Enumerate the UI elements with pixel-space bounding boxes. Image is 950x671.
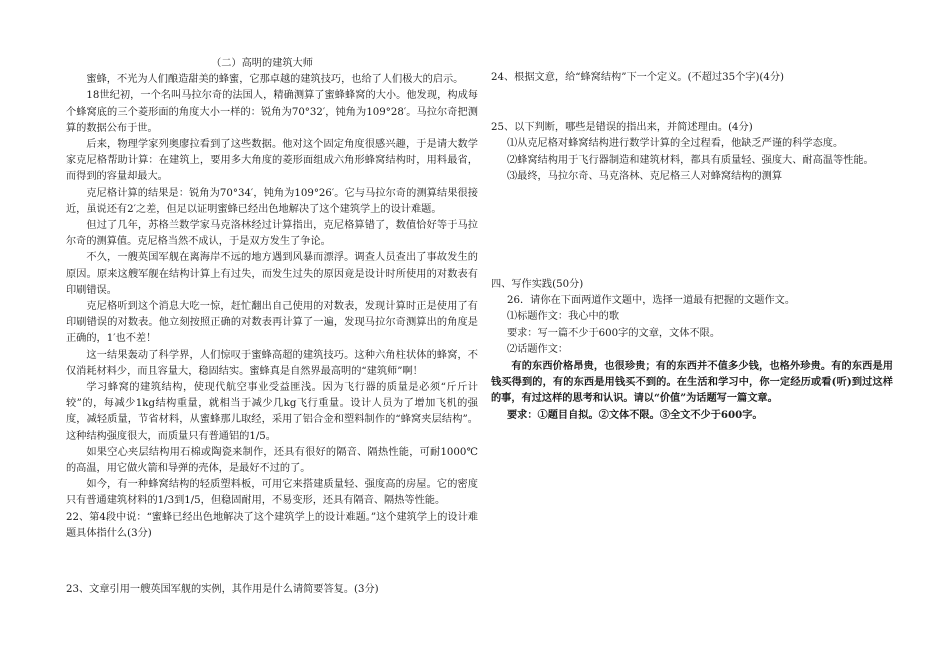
left-column — [66, 56, 478, 598]
question-25: 25、以下判断，哪些是错误的指出来，并简述理由。(4分) — [491, 122, 753, 134]
question-25-item-3: ⑶最终，马拉尔奇、马克洛林、克尼格三人对蜂窝结构的测算 — [507, 170, 783, 182]
question-26: 26．请你在下面两道作文题中，选择一道最有把握的文题作文。 — [507, 295, 796, 307]
topic-2-requirement: 要求：①题目自拟。②文体不限。③全文不少于600字。 — [507, 408, 763, 421]
passage-paragraph-8: 这一结果轰动了科学界，人们惊叹于蜜蜂高超的建筑技巧。这种六角柱状体的蜂窝，不仅消耗材料少，而且容量大，稳固结实。蜜蜂真是自然界最高明的“建筑师”啊！ — [66, 349, 478, 377]
passage-paragraph-6: 不久，一艘英国军舰在离海岸不远的地方遇到风暴而漂浮。调查人员查出了事故发生的原因。原来这艘军舰在结构计算上有过失，而发生过失的原因竟是设计时所使用的对数表有印刷错误。 — [66, 252, 478, 296]
passage-paragraph-3: 后来，物理学家列奥廖拉看到了这些数据。他对这个固定角度很感兴趣，于是请大数学家克尼格帮助计算：在建筑上，要用多大角度的菱形面组成六角形蜂窝结构时，用料最省，而得到的容量却最大。 — [66, 139, 478, 183]
question-24: 24、根据文意，给“蜂窝结构”下一个定义。(不超过35个字)(4分) — [491, 72, 785, 83]
passage-paragraph-1: 蜜蜂，不光为人们酿造甜美的蜂蜜，它那卓越的建筑技巧，也给了人们极大的启示。 — [86, 74, 464, 86]
passage-paragraph-7: 克尼格听到这个消息大吃一惊，赶忙翻出自己使用的对数表，发现计算时正是使用了有印刷错误的对数表。他立刻按照正确的对数表再计算了一遍，发现马拉尔奇测算出的角度是正确的，1′也不差！ — [66, 301, 478, 345]
right-column — [491, 70, 893, 423]
passage-paragraph-4: 克尼格计算的结果是：锐角为70°34′，钝角为109°26′。它与马拉尔奇的测算结果很接近，虽说还有2′之差，但足以证明蜜蜂已经出色地解决了这个建筑学上的设计难题。 — [66, 187, 478, 215]
answer-space-24 — [491, 86, 893, 120]
section-4-heading: 四、写作实践(50分) — [491, 279, 584, 291]
question-25-item-1: ⑴从克尼格对蜂窝结构进行数学计算的全过程看，他缺乏严谨的科学态度。 — [507, 138, 844, 150]
passage-paragraph-5: 但过了几年，苏格兰数学家马克洛林经过计算指出，克尼格算错了，数值恰好等于马拉尔奇的测算值。克尼格当然不成认，于是双方发生了争论。 — [66, 220, 478, 248]
question-22: 22、第4段中说：“蜜蜂已经出色地解决了这个建筑学上的设计难题。”这个建筑学上的设计难题具体指什么(3分) — [66, 511, 478, 539]
answer-space-25 — [491, 185, 893, 277]
passage-title: （二）高明的建筑大师 — [211, 58, 313, 69]
question-25-item-2: ⑵蜂窝结构用于飞行器制造和建筑材料，都具有质量轻、强度大、耐高温等性能。 — [507, 154, 874, 166]
passage-paragraph-9: 学习蜂窝的建筑结构，使现代航空事业受益匪浅。因为飞行器的质量是必须“斤斤计较”的，每减少1kg结构重量，就相当于减少几kg飞行重量。设计人员为了增加飞机的强度，减轻质量，节省材料，从蜜蜂那儿取经，采用了铝合金和塑料制作的“蜂窝夹层结构”。这种结构强度很大，而质量只有普通铝的1/5。 — [66, 382, 478, 442]
passage-paragraph-10: 如果空心夹层结构用石棉或陶瓷来制作，还具有很好的隔音、隔热性能，可耐1000℃的高温，用它做火箭和导弹的壳体，是最好不过的了。 — [66, 446, 478, 475]
topic-2-body: 有的东西价格昂贵，也很珍贵；有的东西并不值多少钱，也格外珍贵。有的东西是用钱买得到的，有的东西是用钱买不到的。在生活和学习中，你一定经历或看(听)到过这样的事，有过这样的思考和认识。请以“价值”为话题写一篇文章。 — [491, 360, 893, 405]
topic-1-label: ⑴标题作文：我心中的歌 — [507, 311, 620, 323]
passage-paragraph-11: 如今，有一种蜂窝结构的轻质塑料板，可用它来搭建质量轻、强度高的房屋。它的密度只有普通建筑材料的1/3到1/5，但稳固耐用，不易变形，还具有隔音、隔热等性能。 — [66, 479, 478, 507]
question-23: 23、文章引用一艘英国军舰的实例，其作用是什么请简要答复。(3分) — [66, 584, 379, 596]
topic-2-label: ⑵话题作文： — [507, 343, 569, 355]
passage-paragraph-2: 18世纪初，一个名叫马拉尔奇的法国人，精确测算了蜜蜂蜂窝的大小。他发现，构成每个蜂窝底的三个菱形面的角度大小一样的：锐角为70°32′，钝角为109°28′。马拉尔奇把测算的数据公布于世。 — [66, 90, 478, 134]
topic-1-requirement: 要求：写一篇不少于600字的文章，文体不限。 — [507, 327, 721, 339]
answer-space-22 — [66, 542, 478, 582]
